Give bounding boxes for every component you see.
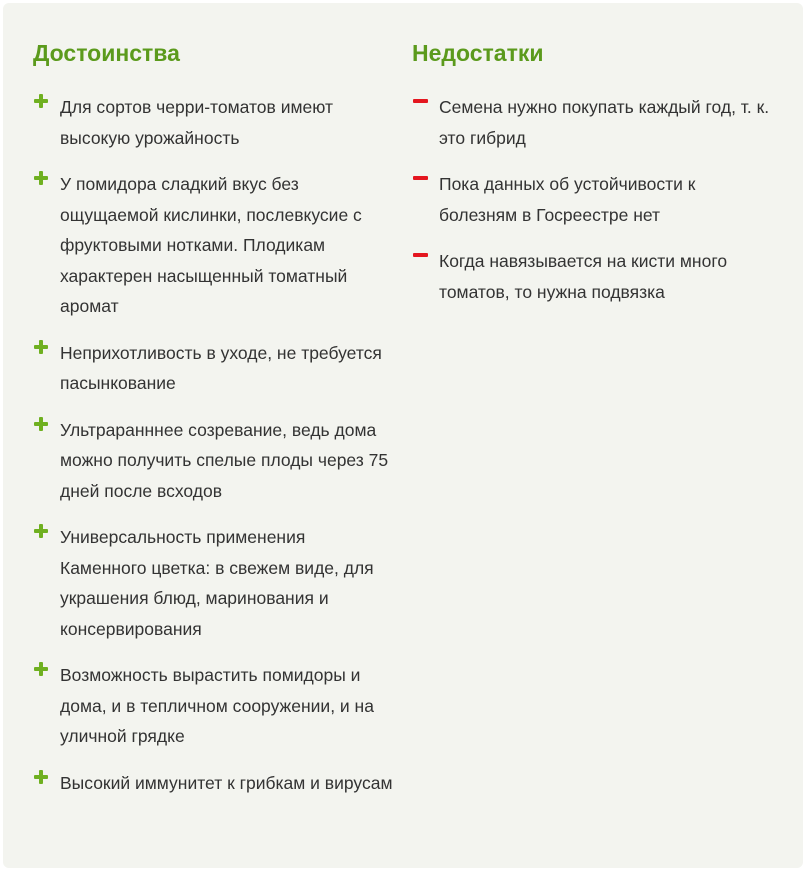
pros-list-item — [33, 522, 393, 644]
plus-icon — [34, 768, 48, 798]
pros-item-text: Универсальность применения Каменного цветка: в свежем виде, для украшения блюд, маринования и консервирования — [60, 527, 374, 639]
pros-item-text: Для сортов черри-томатов имеют высокую урожайность — [60, 97, 333, 148]
minus-icon — [413, 169, 427, 199]
cons-list-item — [412, 246, 772, 307]
pros-item-text: Возможность вырастить помидоры и дома, и в тепличном сооружении, и на уличной грядке — [60, 665, 374, 746]
cons-item-text: Семена нужно покупать каждый год, т. к. это гибрид — [439, 97, 770, 148]
plus-icon — [34, 660, 48, 690]
cons-column — [412, 39, 772, 323]
minus-icon — [413, 92, 427, 122]
pros-column — [33, 39, 393, 814]
cons-list — [412, 92, 772, 307]
cons-list-item — [412, 169, 772, 230]
pros-item-text: Неприхотливость в уходе, не требуется пасынкование — [60, 342, 382, 393]
pros-item-text: Ультраранннее созревание, ведь дома можно получить спелые плоды через 75 дней после всходов — [60, 419, 389, 501]
plus-icon — [34, 169, 48, 199]
pros-list-item — [33, 415, 393, 507]
cons-item-text: Пока данных об устойчивости к болезням в Госреестре нет — [439, 174, 696, 225]
plus-icon — [34, 338, 48, 368]
pros-list-item — [33, 169, 393, 322]
cons-list-item — [412, 92, 772, 153]
plus-icon — [34, 522, 48, 552]
plus-icon — [34, 92, 48, 122]
pros-list-item — [33, 768, 393, 799]
pros-list-item — [33, 660, 393, 752]
pros-list-item — [33, 92, 393, 153]
pros-heading: Достоинства — [33, 40, 180, 66]
pros-list — [33, 92, 393, 798]
pros-item-text: Высокий иммунитет к грибкам и вирусам — [60, 772, 393, 793]
pros-list-item — [33, 338, 393, 399]
pros-cons-card — [3, 3, 803, 868]
plus-icon — [34, 415, 48, 445]
minus-icon — [413, 246, 427, 276]
pros-item-text: У помидора сладкий вкус без ощущаемой кислинки, послевкусие с фруктовыми нотками. Плодикам характерен насыщенный томатный аромат — [60, 174, 362, 316]
cons-item-text: Когда навязывается на кисти много томатов, то нужна подвязка — [439, 251, 728, 302]
cons-heading: Недостатки — [412, 40, 544, 66]
